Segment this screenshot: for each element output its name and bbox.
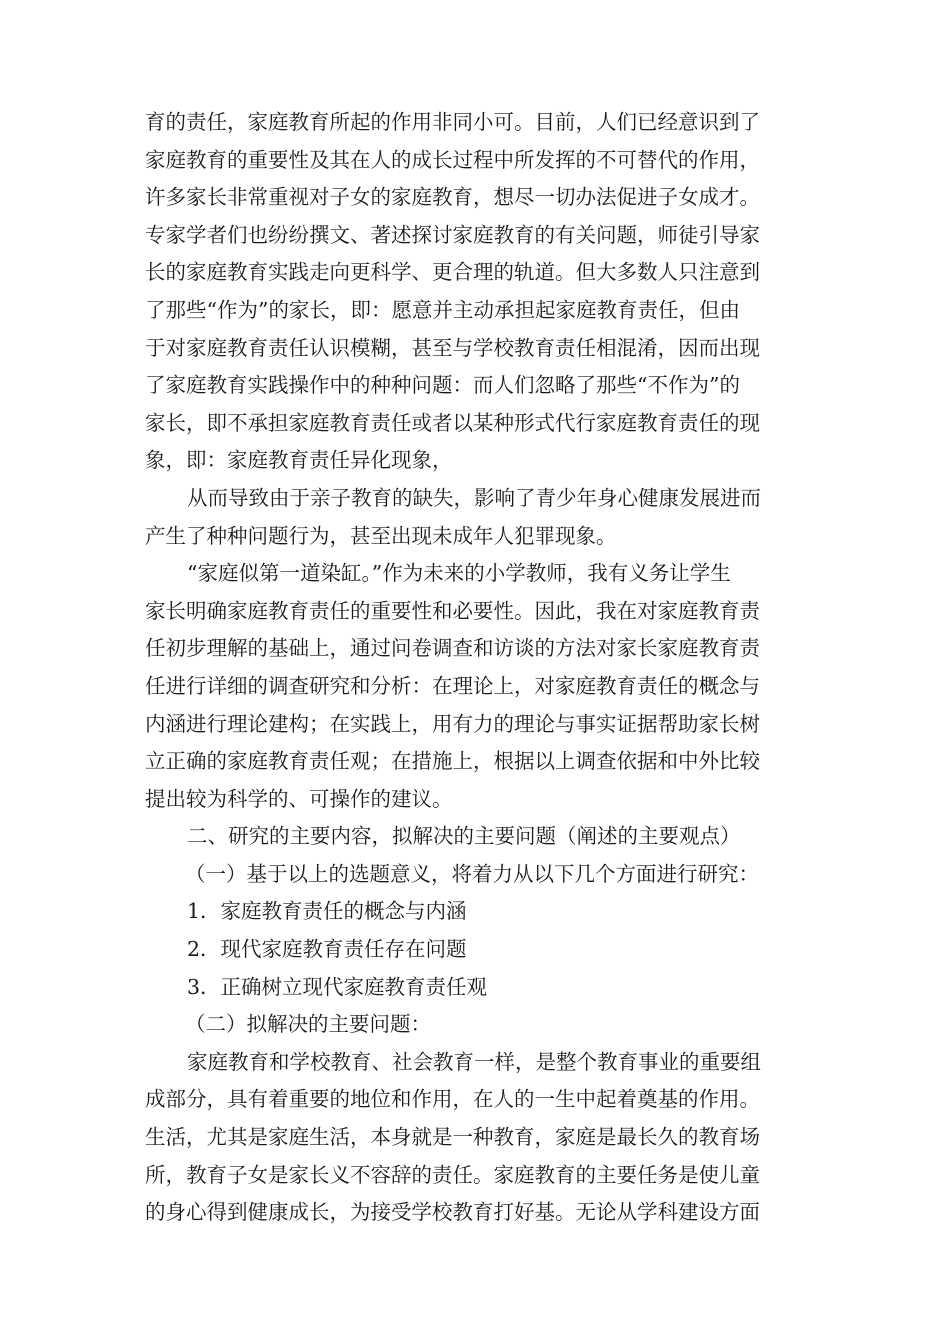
document-body bbox=[145, 104, 825, 1232]
text-line: 家庭教育的重要性及其在人的成长过程中所发挥的不可替代的作用， bbox=[145, 147, 760, 172]
text-line: 提出较为科学的、可操作的建议。 bbox=[145, 786, 453, 811]
paragraph bbox=[145, 555, 825, 818]
text-line: 于对家庭教育责任认识模糊，甚至与学校教育责任相混淆，因而出现 bbox=[145, 335, 760, 360]
text-line: 从而导致由于亲子教育的缺失，影响了青少年身心健康发展进而 bbox=[187, 485, 761, 510]
text-line: 许多家长非常重视对子女的家庭教育，想尽一切办法促进子女成才。 bbox=[145, 185, 760, 210]
text-line: 任初步理解的基础上，通过问卷调查和访谈的方法对家长家庭教育责 bbox=[145, 636, 760, 661]
text-line: 象，即：家庭教育责任异化现象， bbox=[145, 448, 453, 473]
subsection-heading: （二）拟解决的主要问题： bbox=[185, 1012, 431, 1037]
list-item: 3．正确树立现代家庭教育责任观 bbox=[187, 974, 488, 999]
text-line: 了家庭教育实践操作中的种种问题：而人们忽略了那些“不作为”的 bbox=[145, 373, 740, 398]
text-line: “家庭似第一道染缸。”作为未来的小学教师，我有义务让学生 bbox=[187, 561, 731, 586]
list-item: 1．家庭教育责任的概念与内涵 bbox=[187, 899, 467, 924]
text-line: 的身心得到健康成长，为接受学校教育打好基。无论从学科建设方面 bbox=[145, 1200, 760, 1225]
text-line: 产生了种种问题行为，甚至出现未成年人犯罪现象。 bbox=[145, 523, 617, 548]
section-heading: 二、研究的主要内容，拟解决的主要问题（阐述的主要观点） bbox=[187, 824, 741, 849]
text-line: 了那些“作为”的家长，即：愿意并主动承担起家庭教育责任，但由 bbox=[145, 297, 740, 322]
paragraph bbox=[145, 1044, 825, 1232]
paragraph bbox=[145, 104, 825, 480]
text-line: 所，教育子女是家长义不容辞的责任。家庭教育的主要任务是使儿童 bbox=[145, 1162, 760, 1187]
text-line: 生活，尤其是家庭生活，本身就是一种教育，家庭是最长久的教育场 bbox=[145, 1125, 760, 1150]
text-line: 育的责任，家庭教育所起的作用非同小可。目前，人们已经意识到了 bbox=[145, 110, 760, 134]
text-line: 立正确的家庭教育责任观；在措施上，根据以上调查依据和中外比较 bbox=[145, 749, 760, 774]
text-line: 内涵进行理论建构；在实践上，用有力的理论与事实证据帮助家长树 bbox=[145, 711, 760, 736]
subsection-heading: （一）基于以上的选题意义，将着力从以下几个方面进行研究： bbox=[185, 861, 759, 886]
paragraph bbox=[145, 480, 825, 555]
text-line: 成部分，具有着重要的地位和作用，在人的一生中起着奠基的作用。 bbox=[145, 1087, 760, 1112]
numbered-list bbox=[145, 893, 825, 1006]
text-line: 家长，即不承担家庭教育责任或者以某种形式代行家庭教育责任的现 bbox=[145, 410, 760, 435]
text-line: 专家学者们也纷纷撰文、著述探讨家庭教育的有关问题，师徒引导家 bbox=[145, 222, 760, 247]
list-item: 2．现代家庭教育责任存在问题 bbox=[187, 937, 467, 962]
text-line: 家长明确家庭教育责任的重要性和必要性。因此，我在对家庭教育责 bbox=[145, 598, 760, 623]
text-line: 长的家庭教育实践走向更科学、更合理的轨道。但大多数人只注意到 bbox=[145, 260, 760, 285]
text-line: 家庭教育和学校教育、社会教育一样，是整个教育事业的重要组 bbox=[187, 1049, 761, 1074]
text-line: 任进行详细的调查研究和分析：在理论上，对家庭教育责任的概念与 bbox=[145, 673, 760, 698]
